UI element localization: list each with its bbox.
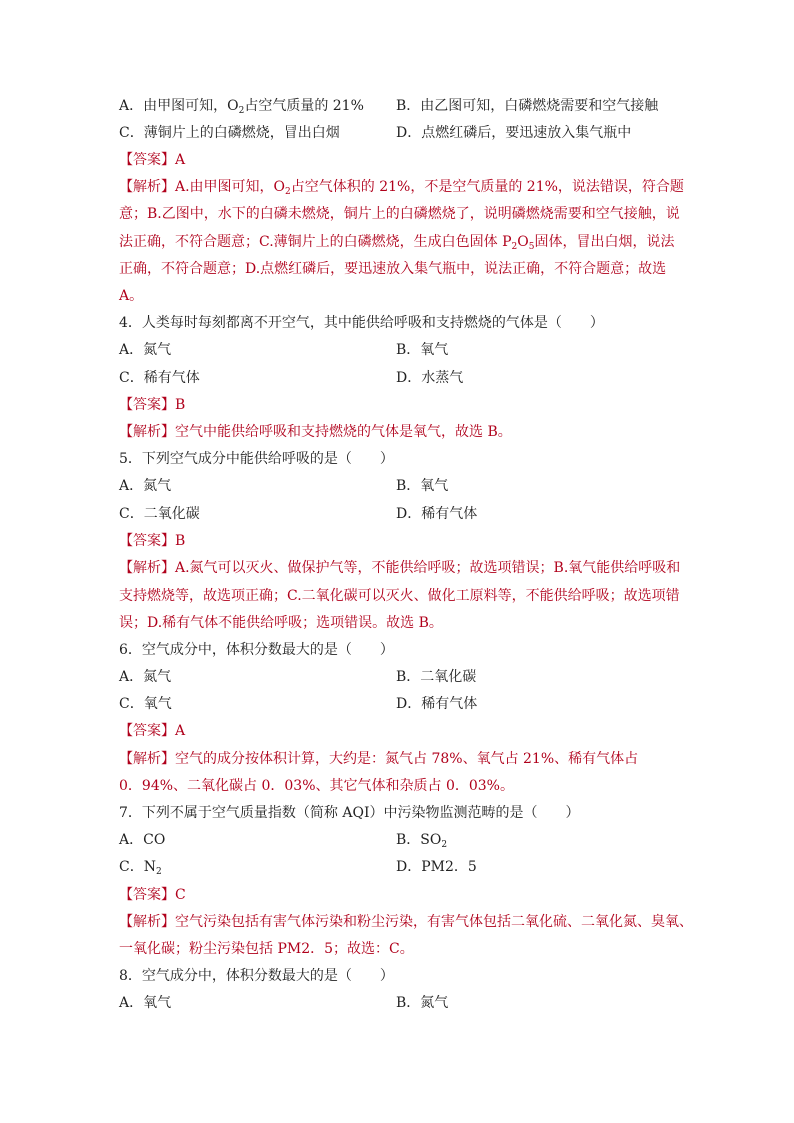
q4-option-d[interactable]: D．水蒸气 xyxy=(396,370,464,386)
q6-option-a[interactable]: A．氮气 xyxy=(119,669,172,685)
q5-option-d[interactable]: D．稀有气体 xyxy=(396,506,478,522)
q7-option-c[interactable]: C．$N_2$ xyxy=(119,859,162,877)
q8-stem: 8．空气成分中，体积分数最大的是（ ） xyxy=(119,968,394,984)
q4-analysis: 【解析】空气中能供给呼吸和支持燃烧的气体是氧气，故选 B。 xyxy=(119,424,512,440)
q5-option-a[interactable]: A．氮气 xyxy=(119,478,172,494)
answer-tag: 【答案】 xyxy=(119,887,175,903)
q3-option-d[interactable]: D．点燃红磷后，要迅速放入集气瓶中 xyxy=(396,125,632,141)
q7-stem: 7．下列不属于空气质量指数（简称 AQI）中污染物监测范畴的是（ ） xyxy=(119,805,580,821)
analysis-tag: 【解析】 xyxy=(119,424,175,440)
q7-option-b[interactable]: B．$SO_2$ xyxy=(396,832,448,850)
q3-analysis-line-1: 【解析】A.由甲图可知，$O_2$占空气体积的 21%，不是空气质量的 21%，说法错误，符合题 xyxy=(119,179,684,197)
q6-analysis-line-2: 0．94%、二氧化碳占 0．03%、其它气体和杂质占 0．03%。 xyxy=(119,778,514,794)
q3-option-b[interactable]: B．由乙图可知，白磷燃烧需要和空气接触 xyxy=(396,98,659,114)
q5-option-c[interactable]: C．二氧化碳 xyxy=(119,506,200,522)
q6-stem: 6．空气成分中，体积分数最大的是（ ） xyxy=(119,642,394,658)
q5-stem: 5．下列空气成分中能供给呼吸的是（ ） xyxy=(119,451,394,467)
q3-answer: 【答案】A xyxy=(119,152,186,168)
q8-option-b[interactable]: B．氮气 xyxy=(396,995,449,1011)
q7-answer: 【答案】C xyxy=(119,887,186,903)
q7-analysis-line-2: 一氧化碳；粉尘污染包括 PM2．5；故选：C。 xyxy=(119,941,414,957)
analysis-tag: 【解析】 xyxy=(119,751,175,767)
q3-option-a[interactable]: A．由甲图可知，$O_2$占空气质量的 21% xyxy=(119,98,364,116)
q7-option-a[interactable]: A．CO xyxy=(119,832,166,848)
q6-answer: 【答案】A xyxy=(119,723,186,739)
q4-option-b[interactable]: B．氧气 xyxy=(396,342,449,358)
q6-option-d[interactable]: D．稀有气体 xyxy=(396,696,478,712)
q4-answer: 【答案】B xyxy=(119,397,186,413)
q5-analysis-line-3: 误；D.稀有气体不能供给呼吸；选项错误。故选 B。 xyxy=(119,615,443,631)
q5-analysis-line-2: 支持燃烧等，故选项正确；C.二氧化碳可以灭火、做化工原料等，不能供给呼吸；故选项错 xyxy=(119,588,680,604)
q3-analysis-line-3: 法正确，不符合题意；C.薄铜片上的白磷燃烧，生成白色固体 $P_2O_5$固体，冒出白烟，说法 xyxy=(119,234,675,252)
q6-option-c[interactable]: C．氧气 xyxy=(119,696,172,712)
answer-tag: 【答案】 xyxy=(119,723,175,739)
q6-option-b[interactable]: B．二氧化碳 xyxy=(396,669,477,685)
answer-tag: 【答案】 xyxy=(119,152,175,168)
answer-tag: 【答案】 xyxy=(119,397,175,413)
analysis-tag: 【解析】 xyxy=(119,560,175,576)
q4-stem: 4．人类每时每刻都离不开空气，其中能供给呼吸和支持燃烧的气体是（ ） xyxy=(119,315,604,331)
q5-answer: 【答案】B xyxy=(119,533,186,549)
analysis-tag: 【解析】 xyxy=(119,179,175,195)
q6-analysis-line-1: 【解析】空气的成分按体积计算，大约是：氮气占 78%、氧气占 21%、稀有气体占 xyxy=(119,751,639,767)
q3-analysis-line-4: 正确，不符合题意；D.点燃红磷后，要迅速放入集气瓶中，说法正确，不符合题意；故选 xyxy=(119,261,667,277)
q7-analysis-line-1: 【解析】空气污染包括有害气体污染和粉尘污染，有害气体包括二氧化硫、二氧化氮、臭氧、 xyxy=(119,914,693,930)
q5-option-b[interactable]: B．氧气 xyxy=(396,478,449,494)
q7-option-d[interactable]: D．PM2．5 xyxy=(396,859,477,875)
q8-option-a[interactable]: A．氧气 xyxy=(119,995,172,1011)
q3-option-c[interactable]: C．薄铜片上的白磷燃烧，冒出白烟 xyxy=(119,125,340,141)
q4-option-a[interactable]: A．氮气 xyxy=(119,342,172,358)
analysis-tag: 【解析】 xyxy=(119,914,175,930)
answer-tag: 【答案】 xyxy=(119,533,175,549)
q3-analysis-line-2: 意；B.乙图中，水下的白磷未燃烧，铜片上的白磷燃烧了，说明磷燃烧需要和空气接触，说 xyxy=(119,206,680,222)
q3-analysis-line-5: A。 xyxy=(119,288,144,304)
q4-option-c[interactable]: C．稀有气体 xyxy=(119,370,200,386)
q5-analysis-line-1: 【解析】A.氮气可以灭火、做保护气等，不能供给呼吸；故选项错误；B.氧气能供给呼吸和 xyxy=(119,560,681,576)
